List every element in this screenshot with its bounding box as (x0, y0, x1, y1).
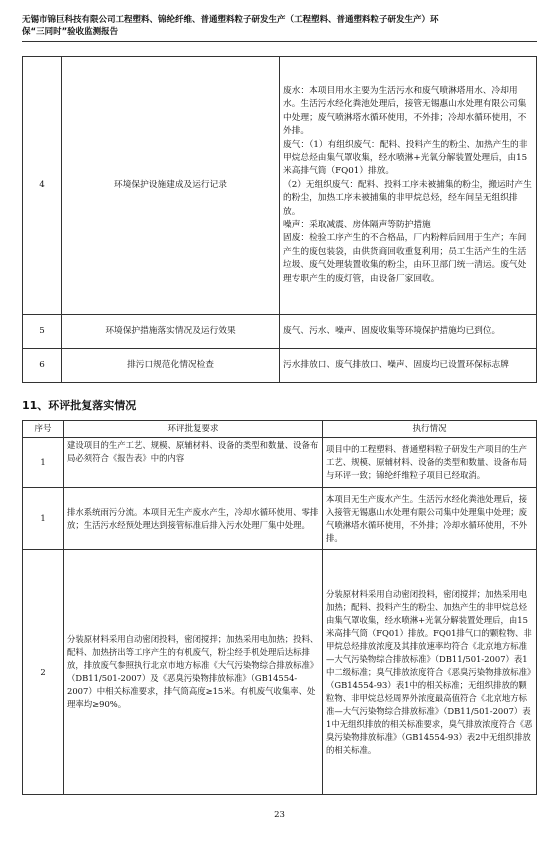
header-line-1: 无锡市锦巨科技有限公司工程塑料、锦纶纤维、普通塑料粒子研发生产（工程塑料、普通塑料粒子研发生产）环 (22, 15, 439, 25)
execution-cell (323, 550, 537, 795)
execution-text: 本项目无生产废水产生。生活污水经化粪池处理后，接入接管无锡惠山水处理有限公司集中处理集中处理；废气喷淋塔水循环使用，不外排；冷却水循环使用，不外排。 (326, 493, 527, 543)
execution-cell (323, 438, 537, 488)
requirement-cell (64, 550, 323, 795)
table-row (23, 315, 537, 349)
desc-paragraph: （2）无组织废气：配料、投料工序未被捕集的粉尘，搬运时产生的粉尘，加热工序未被捕集的非甲烷总烃，经车间呈无组织排放。 (283, 179, 532, 217)
requirement-cell (64, 488, 323, 550)
report-header (22, 14, 537, 38)
desc-paragraph: 废气、污水、噪声、固废收集等环境保护措施均已到位。 (283, 325, 501, 336)
header-line-2: 保“三同时”验收监测报告 (22, 27, 119, 37)
page-number: 23 (274, 810, 285, 820)
requirement-text: 建设项目的生产工艺、规模、原辅材料、设备的类型和数量、设备布局必须符合《报告表》中的内容 (67, 440, 319, 463)
requirement-text: 分装原材料采用自动密闭投料，密闭搅拌；加热采用电加热；投料、配料、加热挤出等工序产生的有机废气，粉尘经手机处理后达标排放，排放废气参照执行北京市地方标准《大气污染物综合排放标准》（DB11/501-2007）及《恶臭污染物排放标准》（GB14554-2007）中相关标准要求，排气筒高度≥15米。有机废气收集率、处理率均≥90%。 (67, 634, 319, 709)
column-header-requirement: 环评批复要求 (64, 421, 323, 438)
section-title: 11、环评批复落实情况 (22, 399, 137, 412)
table-row (23, 550, 537, 795)
execution-text: 分装原材料采用自动密闭投料，密闭搅拌；加热采用电加热；配料、投料产生的粉尘、加热产生的非甲烷总烃由集气罩收集，经水喷淋+光氧分解装置处理后，由15米高排气筒（FQ01）排放。FQ01排气口的颗粒物、非甲烷总烃排放浓度及其排放速率均符合《北京地方标准—大气污染物综合排放标准》（DB11/501-2007）表1中二级标准；臭气排放浓度符合《恶臭污染物排放标准》（GB14554-93）表1中的相关标准；无组织排放的颗粒物、非甲烷总烃周界外浓度最高值符合《北京地方标准—大气污染物综合排放标准》（DB11/501-2007）表1中无组织排放的相关标准要求，臭气排放浓度符合《恶臭污染物排放标准》（GB14554-93）表2中无组织排放的相关标准。 (326, 588, 533, 755)
execution-cell (323, 488, 537, 550)
row-description (280, 315, 537, 349)
row-number: 6 (23, 349, 62, 383)
requirement-cell (64, 438, 323, 488)
row-number: 5 (23, 315, 62, 349)
approval-table (22, 420, 537, 795)
column-header-execution: 执行情况 (323, 421, 537, 438)
desc-paragraph: 固废：检验工序产生的不合格品，厂内粉粹后回用于生产；车间产生的废包装袋，由供货商回收重复利用；员工生活产生的生活垃圾、废气处理装置收集的粉尘，由环卫部门统一清运。废气处理专职产生的废灯管，由设备厂家回收。 (283, 233, 527, 284)
facility-table (22, 56, 537, 383)
row-number: 1 (23, 488, 64, 550)
row-number: 4 (23, 57, 62, 315)
row-item: 排污口规范化情况检查 (62, 349, 280, 383)
table-row (23, 438, 537, 488)
row-description (280, 349, 537, 383)
requirement-text: 排水系统雨污分流。本项目无生产废水产生，冷却水循环使用、零排放；生活污水经预处理达到接管标准后排入污水处理厂集中处理。 (67, 506, 319, 530)
desc-paragraph: 废水：本项目用水主要为生活污水和废气喷淋塔用水、冷却用水。生活污水经化粪池处理后，接管无锡惠山水处理有限公司集中处理；废气喷淋塔水循环使用，不外排；冷却水循环使用，不外排。 (283, 85, 527, 137)
table-row (23, 57, 537, 315)
row-item: 环境保护措施落实情况及运行效果 (62, 315, 280, 349)
row-item: 环境保护设施建成及运行记录 (62, 57, 280, 315)
desc-paragraph: 噪声：采取减震、房体隔声等防护措施 (283, 220, 431, 231)
table-row (23, 488, 537, 550)
desc-paragraph: 废气：（1）有组织废气：配料、投料产生的粉尘、加热产生的非甲烷总烃由集气罩收集，经水喷淋+光氧分解装置处理后，由15米高排气筒（FQ01）排放。 (283, 139, 528, 177)
column-header-number: 序号 (23, 421, 64, 438)
desc-paragraph: 污水排放口、废气排放口、噪声、固废均已设置环保标志牌 (283, 359, 509, 370)
row-description (280, 57, 537, 315)
header-divider (22, 41, 537, 42)
row-number: 1 (23, 438, 64, 488)
row-number: 2 (23, 550, 64, 795)
execution-text: 项目中的工程塑料、普通塑料粒子研发生产项目的生产工艺、规模、原辅材料、设备的类型和数量、设备布局与环评一致；锦纶纤维粒子项目已经取消。 (326, 444, 527, 480)
table-row (23, 349, 537, 383)
table-header-row (23, 421, 537, 438)
